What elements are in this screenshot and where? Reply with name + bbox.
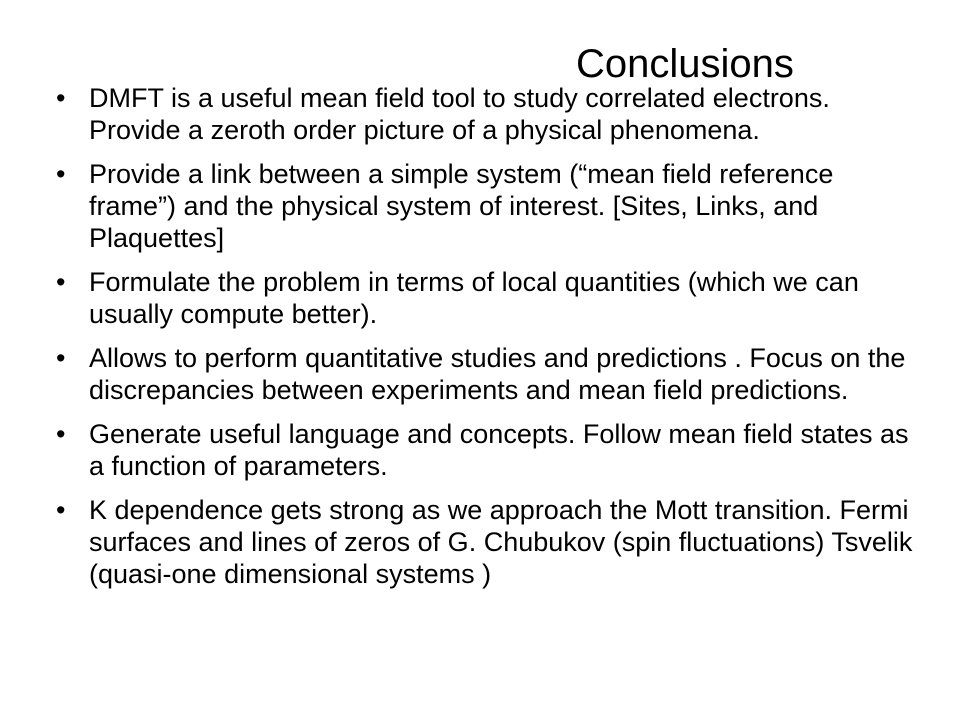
bullet-text: Allows to perform quantitative studies and predictions . Focus on the discrepancies between experiments and mean field predictions. — [89, 343, 906, 405]
bullet-icon: • — [56, 267, 66, 297]
bullet-icon: • — [56, 495, 66, 525]
bullet-item — [56, 158, 916, 254]
bullet-text: DMFT is a useful mean field tool to study correlated electrons. Provide a zeroth order picture of a physical phenomena. — [89, 83, 830, 145]
bullet-icon: • — [56, 159, 66, 189]
bullet-icon: • — [56, 419, 66, 449]
bullet-text: Provide a link between a simple system (“mean field reference frame”) and the physical system of interest. [Sites, Links, and Plaquettes] — [89, 159, 834, 253]
bullet-text: Generate useful language and concepts. Follow mean field states as a function of parameters. — [89, 419, 909, 481]
bullet-item — [56, 342, 916, 406]
bullet-item — [56, 418, 916, 482]
bullet-text: Formulate the problem in terms of local quantities (which we can usually compute better). — [89, 267, 859, 329]
slide-title: Conclusions — [576, 42, 794, 86]
bullet-icon: • — [56, 83, 66, 113]
bullet-text: K dependence gets strong as we approach the Mott transition. Fermi surfaces and lines of zeros of G. Chubukov (spin fluctuations) Tsvelik (quasi-one dimensional systems ) — [89, 495, 913, 589]
bullet-item — [56, 494, 916, 590]
bullet-item — [56, 82, 916, 146]
bullet-icon: • — [56, 343, 66, 373]
bullet-list — [56, 82, 916, 602]
bullet-item — [56, 266, 916, 330]
